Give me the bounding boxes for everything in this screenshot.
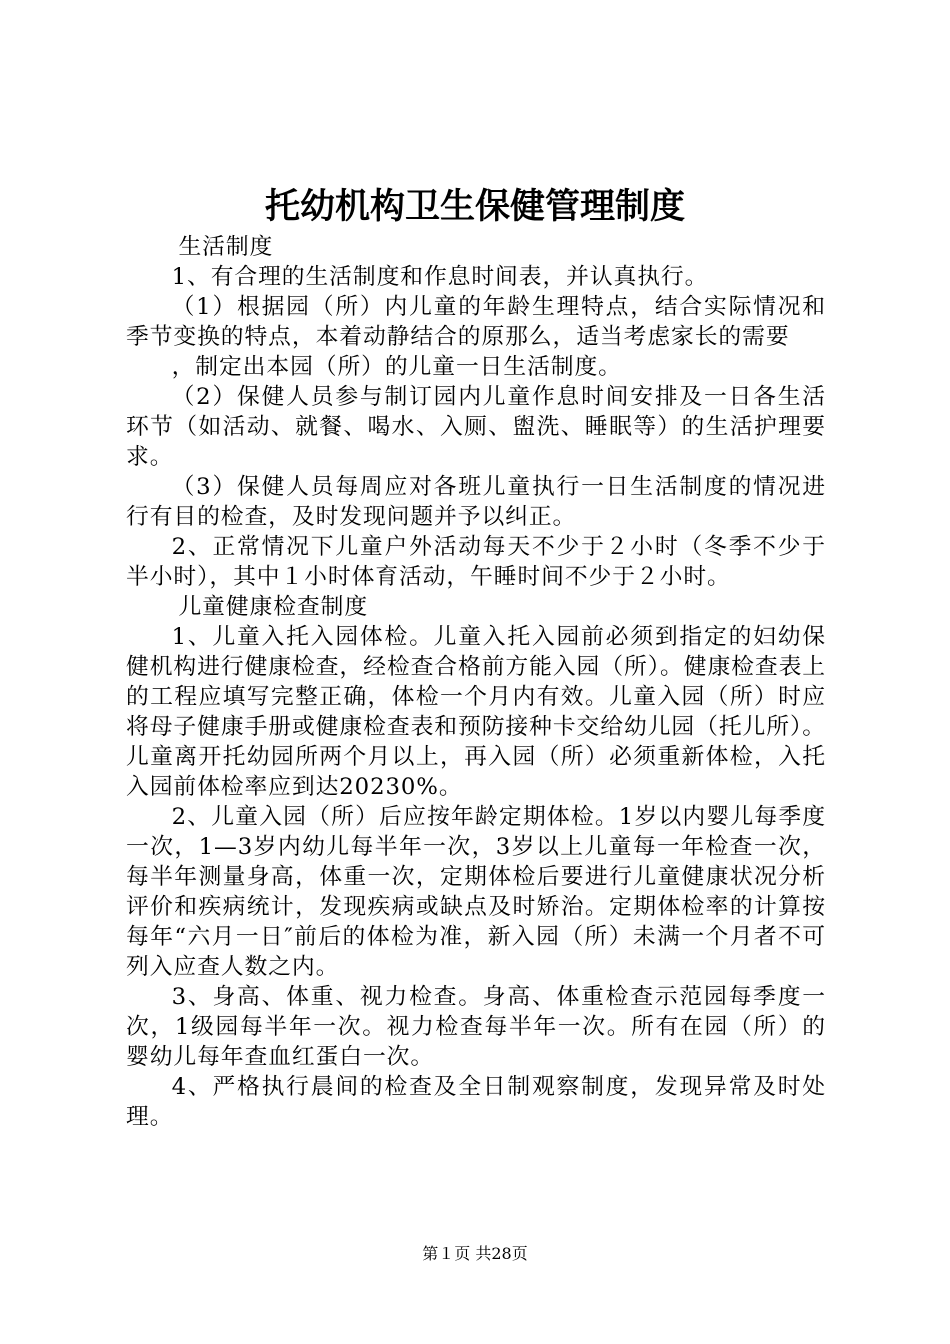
paragraph: 3、身高、体重、视力检查。身高、体重检查示范园每季度一次，1级园每半年一次。视力检查每半年一次。所有在园（所）的婴幼儿每年查血红蛋白一次。 <box>126 984 826 1070</box>
paragraph: （2）保健人员参与制订园内儿童作息时间安排及一日各生活环节（如活动、就餐、喝水、入厕、盥洗、睡眠等）的生活护理要求。 <box>126 384 826 470</box>
paragraph: 2、正常情况下儿童户外活动每天不少于２小时（冬季不少于半小时），其中１小时体育活动，午睡时间不少于２小时。 <box>126 534 826 590</box>
document-title: 托幼机构卫生保健管理制度 <box>264 186 685 227</box>
paragraph: ，制定出本园（所）的儿童一日生活制度。 <box>171 354 622 380</box>
paragraph: 2、儿童入园（所）后应按年龄定期体检。1岁以内婴儿每季度一次，1—3岁内幼儿每半年一次，3岁以上儿童每一年检查一次，每半年测量身高，体重一次，定期体检后要进行儿童健康状况分析评价和疾病统计，发现疾病或缺点及时矫治。定期体检率的计算按每年“六月一日″前后的体检为准，新入园（所）未满一个月者不可列入应查人数之内。 <box>126 804 826 980</box>
page-number: 第１页 共28页 <box>422 1244 528 1263</box>
paragraph: （3）保健人员每周应对各班儿童执行一日生活制度的情况进行有目的检查，及时发现问题并予以纠正。 <box>126 474 826 530</box>
section-heading-health-check: 儿童健康检查制度 <box>178 594 369 620</box>
paragraph: 1、儿童入托入园体检。儿童入托入园前必须到指定的妇幼保健机构进行健康检查，经检查合格前方能入园（所）。健康检查表上的工程应填写完整正确，体检一个月内有效。儿童入园（所）时应将母子健康手册或健康检查表和预防接种卡交给幼儿园（托儿所）。儿童离开托幼园所两个月以上，再入园（所）必须重新体检，入托入园前体检率应到达20230%。 <box>126 624 826 800</box>
paragraph: 1、有合理的生活制度和作息时间表，并认真执行。 <box>171 264 709 290</box>
document-body <box>126 232 826 1132</box>
paragraph: （1）根据园（所）内儿童的年龄生理特点，结合实际情况和季节变换的特点，本着动静结合的原那么，适当考虑家长的需要 <box>126 294 826 350</box>
section-heading-living-system: 生活制度 <box>178 234 274 260</box>
paragraph: 4、严格执行晨间的检查及全日制观察制度，发现异常及时处理。 <box>126 1074 826 1130</box>
